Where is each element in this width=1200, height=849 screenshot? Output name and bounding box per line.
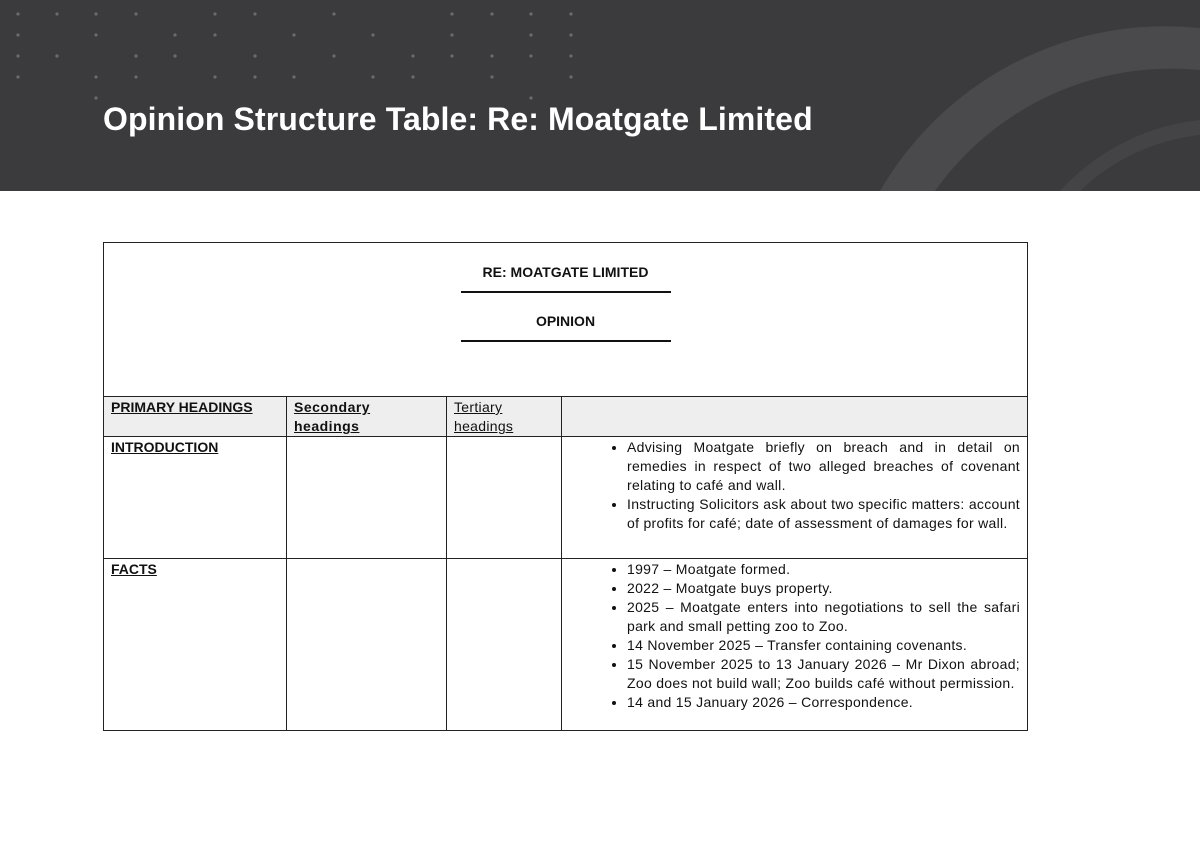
header-content (562, 397, 1028, 437)
list-item: • 14 November 2025 – Transfer containing covenants. (627, 636, 1020, 655)
list-item: • Instructing Solicitors ask about two specific matters: account of profits for café; date of assessment of damages for wall. (627, 495, 1020, 533)
list-item: • 1997 – Moatgate formed. (627, 560, 1020, 579)
bullet-list (569, 438, 1020, 533)
row-tertiary-cell (447, 559, 562, 731)
title-cell (104, 243, 1028, 397)
list-item: • 15 November 2025 to 13 January 2026 – Mr Dixon abroad; Zoo does not build wall; Zoo builds café without permission. (627, 655, 1020, 693)
banner-decoration (0, 0, 1200, 191)
header-primary: PRIMARY HEADINGS (104, 397, 287, 437)
list-item: • 14 and 15 January 2026 – Correspondence. (627, 693, 1020, 712)
title-rule (461, 340, 671, 342)
opinion-structure-table (103, 242, 1028, 731)
row-primary-heading: INTRODUCTION (104, 437, 287, 559)
header-secondary: Secondary headings (287, 397, 447, 437)
header-banner (0, 0, 1200, 191)
title-rule (461, 291, 671, 293)
document-title: OPINION (535, 313, 596, 329)
case-title: RE: MOATGATE LIMITED (482, 264, 649, 280)
table-row (104, 437, 1028, 559)
list-item: • Advising Moatgate briefly on breach and in detail on remedies in respect of two alleged breaches of covenant relating to café and wall. (627, 438, 1020, 495)
page-title: Opinion Structure Table: Re: Moatgate Limited (103, 101, 813, 137)
row-content (562, 437, 1028, 559)
header-row (104, 397, 1028, 437)
row-primary-heading: FACTS (104, 559, 287, 731)
row-secondary-cell (287, 559, 447, 731)
row-secondary-cell (287, 437, 447, 559)
row-content (562, 559, 1028, 731)
header-tertiary: Tertiary headings (447, 397, 562, 437)
title-row (104, 243, 1028, 397)
list-item: • 2025 – Moatgate enters into negotiations to sell the safari park and small petting zoo to Zoo. (627, 598, 1020, 636)
bullet-list (569, 560, 1020, 712)
list-item: • 2022 – Moatgate buys property. (627, 579, 1020, 598)
table-row (104, 559, 1028, 731)
row-tertiary-cell (447, 437, 562, 559)
